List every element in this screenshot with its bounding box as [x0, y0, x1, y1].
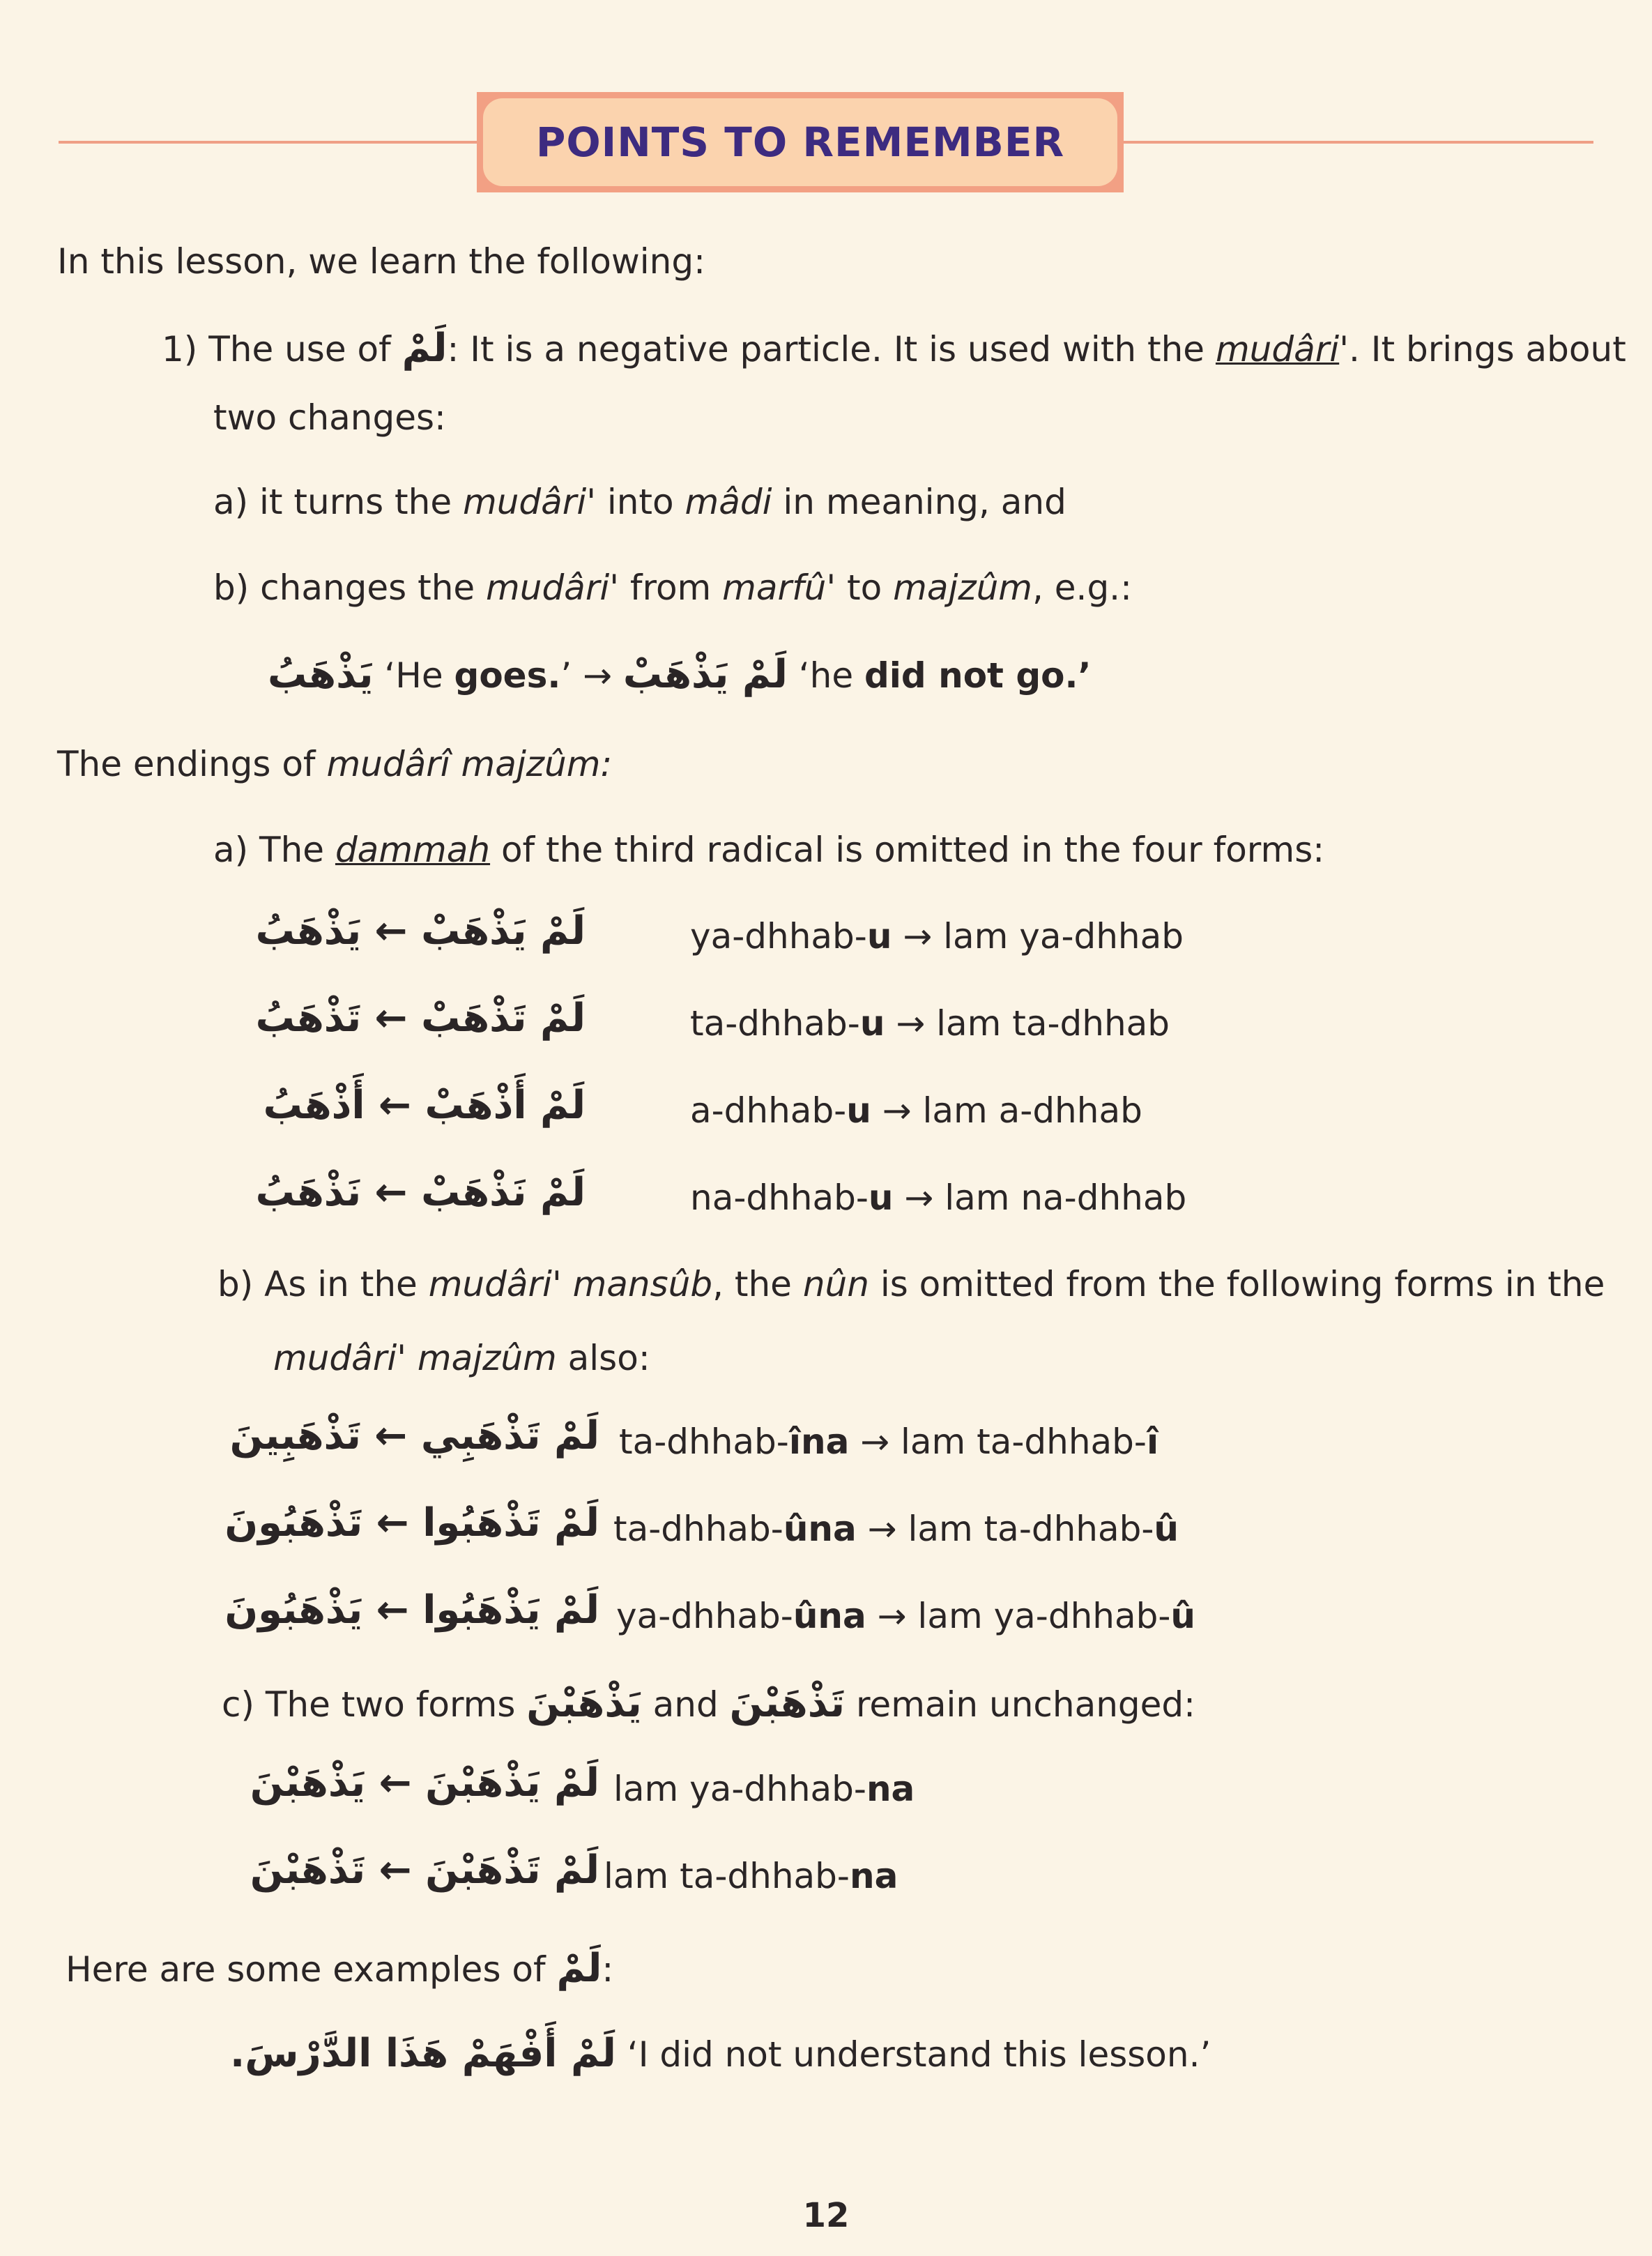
gloss2-open: ‘he: [787, 655, 864, 696]
translit-stem: na-dhhab-: [690, 1177, 869, 1218]
translit-result: → lam ta-dhhab: [885, 1003, 1170, 1044]
term-mudari-mansub: mudâri' mansûb: [428, 1264, 713, 1304]
arabic-tadhhabna: تَذْهَبْنَ: [729, 1681, 846, 1726]
change-a: [213, 481, 1066, 523]
arabic-form: لَمْ يَذْهَبُوا ← يَذْهَبُونَ: [224, 1587, 599, 1633]
term-dammah: dammah: [335, 830, 491, 870]
arabic-form: لَمْ تَذْهَبْ ← تَذْهَبُ: [255, 996, 586, 1041]
intro-text: In this lesson, we learn the following:: [57, 241, 705, 282]
page-number: 12: [802, 2196, 850, 2235]
section-b-text-line2: [273, 1337, 650, 1379]
translit-stem: ta-dhhab-: [613, 1509, 783, 1549]
lam-particle: لَمْ: [401, 326, 448, 371]
translit-result: → lam ya-dhhab: [892, 916, 1184, 956]
arabic-form: لَمْ تَذْهَبْنَ ← تَذْهَبْنَ: [250, 1847, 599, 1893]
term-mudari: mudâri: [1215, 329, 1340, 369]
section-a-text: [213, 829, 1324, 871]
section-a-prefix: a) The: [213, 830, 335, 870]
translit-ending: na: [849, 1856, 898, 1896]
arabic-form: لَمْ نَذْهَبْ ← نَذْهَبُ: [255, 1170, 586, 1215]
point1-tail: '. It brings about: [1339, 329, 1626, 369]
section-c-tail: remain unchanged:: [845, 1684, 1195, 1725]
section-b-mid: , the: [712, 1264, 803, 1304]
arabic-form: لَمْ يَذْهَبْ ← يَذْهَبُ: [255, 908, 586, 954]
arabic-form: لَمْ يَذْهَبْنَ ← يَذْهَبْنَ: [250, 1760, 599, 1806]
translit-ending: ûna: [793, 1596, 866, 1636]
term-mudari: mudâri': [462, 482, 596, 522]
examples-colon: :: [602, 1949, 614, 1990]
translit-row: [613, 1508, 1179, 1550]
change-a-mid: into: [595, 482, 685, 522]
arabic-form: لَمْ تَذْهَبِي ← تَذْهَبِينَ: [229, 1413, 599, 1458]
section-b-text: [217, 1263, 1605, 1305]
endings-lead: The endings of: [57, 744, 327, 784]
section-a-tail: of the third radical is omitted in the four forms:: [490, 830, 1325, 870]
arabic-yadhhabna: يَذْهَبْنَ: [526, 1681, 642, 1726]
example-gloss: ‘I did not understand this lesson.’: [615, 2034, 1211, 2075]
examples-lead: Here are some examples of: [66, 1949, 557, 1990]
translit-stem: ya-dhhab-: [616, 1596, 793, 1636]
change-b-prefix: b) changes the: [213, 567, 487, 608]
translit-result: → lam ta-dhhab-: [849, 1422, 1147, 1462]
change-b-mid1: from: [619, 567, 723, 608]
translit-ending: u: [846, 1090, 871, 1131]
translit-ending: u: [868, 1177, 894, 1218]
gloss1-close: ’ →: [560, 655, 623, 696]
endings-term: mudârî majzûm:: [326, 744, 613, 784]
translit-stem: a-dhhab-: [690, 1090, 847, 1131]
example-sentence: [230, 2030, 1211, 2077]
change-b: [213, 567, 1132, 609]
translit-ending: ûna: [783, 1509, 857, 1549]
translit-row: [616, 1595, 1195, 1637]
section-c-text: [222, 1680, 1195, 1727]
arabic-form: لَمْ تَذْهَبُوا ← تَذْهَبُونَ: [224, 1500, 599, 1546]
translit-result: → lam a-dhhab: [871, 1090, 1142, 1131]
change-b-tail: , e.g.:: [1032, 567, 1132, 608]
translit-stem: lam ya-dhhab-: [613, 1769, 866, 1809]
examples-heading: [66, 1945, 613, 1992]
term-majzum: majzûm: [893, 567, 1032, 608]
translit-ending: na: [866, 1769, 915, 1809]
gloss1-bold: goes.: [454, 655, 561, 696]
translit-row: [604, 1855, 898, 1897]
arabic-example: لَمْ أَفْهَمْ هَذَا الدَّرْسَ.: [230, 2031, 616, 2076]
translit-stem: ya-dhhab-: [690, 916, 867, 956]
page-title: POINTS TO REMEMBER: [483, 98, 1117, 186]
point1-number: 1): [162, 329, 209, 369]
example-line: [268, 651, 1092, 698]
translit-ending: u: [866, 916, 892, 956]
translit-row: [619, 1421, 1158, 1463]
translit-result-ending: û: [1154, 1509, 1179, 1549]
translit-row: [613, 1768, 915, 1810]
translit-ending: îna: [788, 1422, 850, 1462]
change-a-prefix: a) it turns the: [213, 482, 463, 522]
translit-result: → lam ya-dhhab-: [866, 1596, 1171, 1636]
arabic-form: لَمْ أَذْهَبْ ← أَذْهَبُ: [263, 1083, 586, 1128]
section-c-prefix: c) The two forms: [222, 1684, 527, 1725]
point1-line2: two changes:: [213, 397, 446, 438]
section-b-line2-tail: also:: [556, 1338, 650, 1378]
translit-result: → lam na-dhhab: [893, 1177, 1187, 1218]
term-marfu: marfû': [722, 567, 836, 608]
section-b-tail: is omitted from the following forms in the: [869, 1264, 1605, 1304]
arabic-lam-yadhhab: لَمْ يَذْهَبْ: [622, 652, 788, 697]
gloss2-bold: did not go.’: [864, 655, 1092, 696]
title-box: [477, 92, 1124, 192]
section-b-prefix: b) As in the: [217, 1264, 429, 1304]
change-a-tail: in meaning, and: [772, 482, 1066, 522]
lam-particle: لَمْ: [556, 1946, 602, 1991]
translit-result-ending: û: [1170, 1596, 1195, 1636]
term-madi: mâdi: [684, 482, 772, 522]
header-rule-right: [1124, 141, 1593, 144]
term-nun: nûn: [802, 1264, 869, 1304]
header-rule-left: [59, 141, 477, 144]
gloss1-open: ‘He: [373, 655, 454, 696]
translit-stem: ta-dhhab-: [690, 1003, 860, 1044]
translit-result-ending: î: [1146, 1422, 1159, 1462]
translit-row: [690, 915, 1184, 957]
point1-line1: [162, 325, 1626, 372]
point1-lead: The use of: [208, 329, 402, 369]
arabic-yadhhabu: يَذْهَبُ: [268, 652, 374, 697]
section-c-mid: and: [641, 1684, 730, 1725]
translit-row: [690, 1003, 1170, 1044]
translit-result: → lam ta-dhhab-: [856, 1509, 1154, 1549]
point1-colon: : It is a negative particle. It is used with the: [447, 329, 1216, 369]
translit-stem: lam ta-dhhab-: [604, 1856, 850, 1896]
translit-stem: ta-dhhab-: [619, 1422, 789, 1462]
term-mudari: mudâri': [486, 567, 620, 608]
change-b-mid2: to: [836, 567, 894, 608]
translit-ending: u: [859, 1003, 885, 1044]
translit-row: [690, 1090, 1142, 1131]
endings-heading: [57, 743, 612, 785]
term-mudari-majzum: mudâri' majzûm: [273, 1338, 557, 1378]
translit-row: [690, 1177, 1186, 1219]
